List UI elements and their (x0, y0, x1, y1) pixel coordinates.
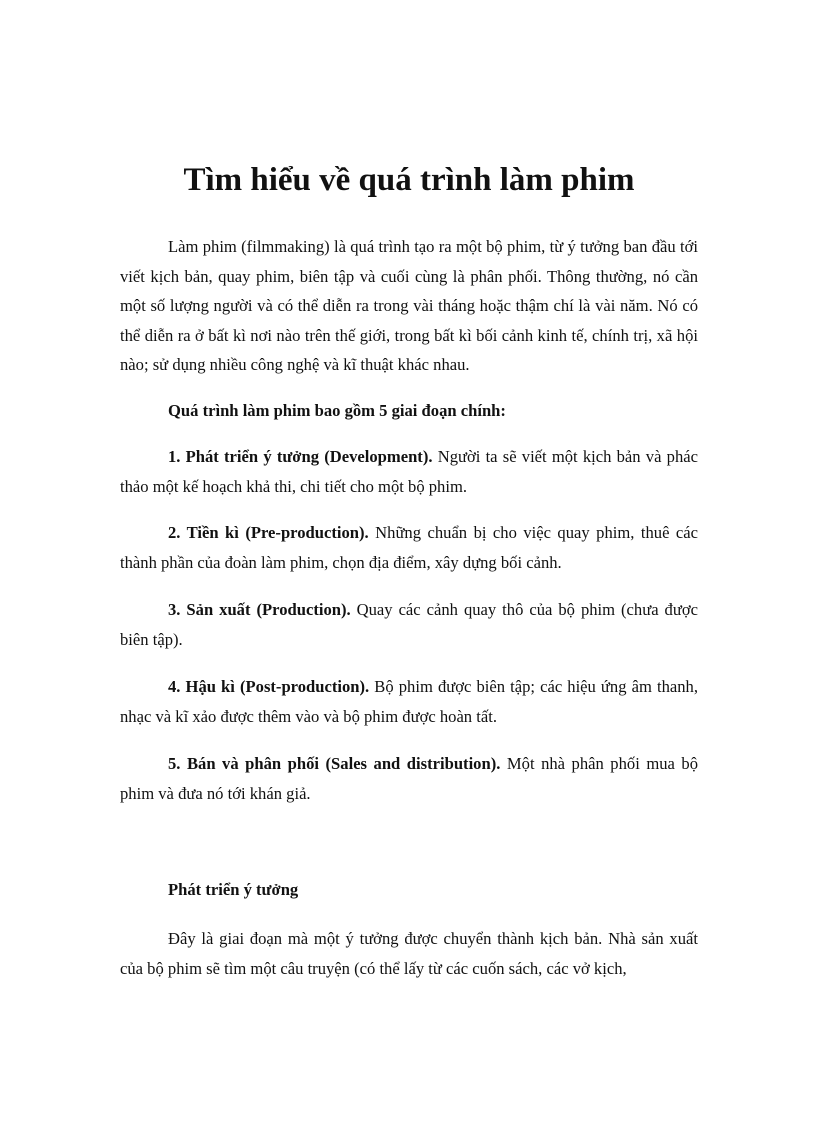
stage-5-label: 5. Bán và phân phối (Sales and distribution). (168, 754, 501, 773)
stage-1-label: 1. Phát triển ý tưởng (Development). (168, 447, 433, 466)
stage-2-paragraph (120, 518, 698, 577)
document-title: Tìm hiểu về quá trình làm phim (183, 162, 635, 198)
stage-4-label: 4. Hậu kì (Post-production). (168, 677, 370, 696)
section-heading: Phát triển ý tưởng (168, 880, 299, 899)
stage-3-label: 3. Sản xuất (Production). (168, 600, 351, 619)
stage-1-text: Người ta sẽ viết một kịch bản và phác thảo một kế hoạch khả thi, chi tiết cho một bộ phim. (120, 447, 698, 496)
stage-5-text: Một nhà phân phối mua bộ phim và đưa nó tới khán giả. (120, 754, 698, 803)
stage-4-text: Bộ phim được biên tập; các hiệu ứng âm thanh, nhạc và kĩ xảo được thêm vào và bộ phim được hoàn tất. (120, 677, 698, 726)
intro-paragraph: Làm phim (filmmaking) là quá trình tạo ra một bộ phim, từ ý tưởng ban đầu tới viết kịch bản, quay phim, biên tập và cuối cùng là phân phối. Thông thường, nó cần một số lượng người và có thể diễn ra trong vài tháng hoặc thậm chí là vài năm. Nó có thể diễn ra ở bất kì nơi nào trên thế giới, trong bất kì bối cảnh kinh tế, chính trị, xã hội nào; sử dụng nhiều công nghệ và kĩ thuật khác nhau. (120, 237, 698, 374)
stage-3-paragraph (120, 595, 698, 654)
section-body-paragraph: Đây là giai đoạn mà một ý tưởng được chuyển thành kịch bản. Nhà sản xuất của bộ phim sẽ tìm một câu truyện (có thể lấy từ các cuốn sách, các vở kịch, (120, 929, 698, 978)
stages-heading: Quá trình làm phim bao gồm 5 giai đoạn chính: (168, 401, 506, 420)
stage-2-text: Những chuẩn bị cho việc quay phim, thuê các thành phần của đoàn làm phim, chọn địa điểm, xây dựng bối cảnh. (120, 523, 698, 572)
stage-2-label: 2. Tiền kì (Pre-production). (168, 523, 369, 542)
stage-3-text: Quay các cảnh quay thô của bộ phim (chưa được biên tập). (120, 600, 698, 649)
stage-5-paragraph (120, 749, 698, 808)
stage-4-paragraph (120, 672, 698, 731)
stage-1-paragraph (120, 442, 698, 501)
